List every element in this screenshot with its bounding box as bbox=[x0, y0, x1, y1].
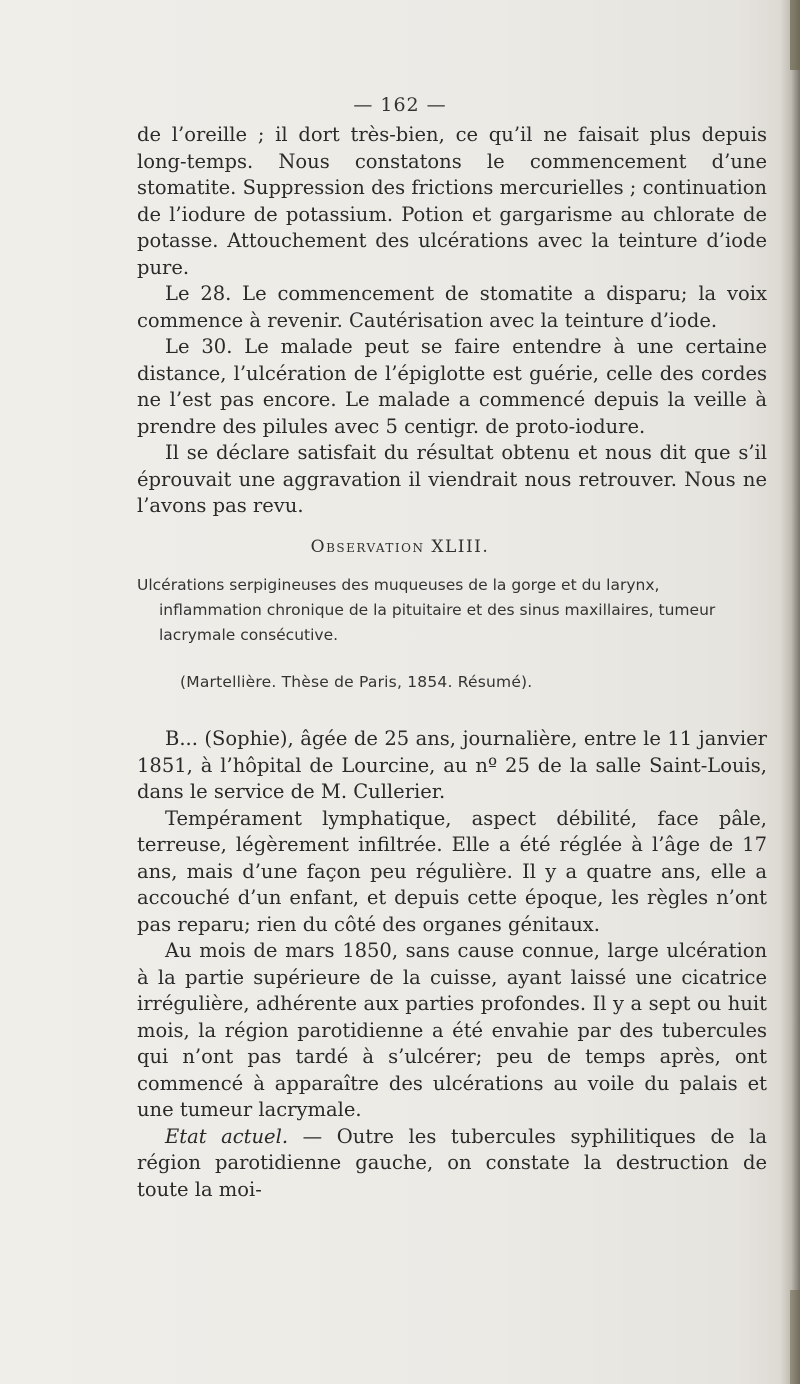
summary-text: Ulcérations serpigineuses des muqueuses de la gorge et du larynx, inflammation chronique de la pituitaire et des sinus maxillaires, tumeur lacrymale consécutive. bbox=[137, 576, 716, 644]
bibliographic-reference: (Martellière. Thèse de Paris, 1854. Résumé). bbox=[180, 673, 533, 691]
paragraph: Le 30. Le malade peut se faire entendre à une certaine distance, l’ulcération de l’épiglotte est guérie, celle des cordes ne l’est pas encore. Le malade a commencé depuis la veille à prendre des pilules avec 5 centigr. de proto-iodure. bbox=[137, 335, 767, 438]
binding-edge-mark bbox=[790, 1290, 800, 1384]
section-label: Etat actuel. bbox=[165, 1124, 289, 1148]
text-block-top bbox=[137, 122, 767, 520]
paragraph: B... (Sophie), âgée de 25 ans, journalière, entre le 11 janvier 1851, à l’hôpital de Lourcine, au nº 25 de la salle Saint-Louis, dans le service de M. Cullerier. bbox=[137, 727, 767, 803]
paragraph-etat-actuel bbox=[137, 1124, 767, 1204]
page-edge-shadow bbox=[780, 0, 800, 1384]
paragraph: Il se déclare satisfait du résultat obtenu et nous dit que s’il éprouvait une aggravation il viendrait nous retrouver. Nous ne l’avons pas revu. bbox=[137, 441, 767, 517]
text-block-bottom bbox=[137, 726, 767, 1203]
page-number: — 162 — bbox=[353, 94, 447, 116]
paragraph-text: — Outre les tubercules syphilitiques de la région parotidienne gauche, on constate la destruction de toute la moi- bbox=[137, 1124, 767, 1201]
paragraph: Le 28. Le commencement de stomatite a disparu; la voix commence à revenir. Cautérisation avec la teinture d’iode. bbox=[137, 282, 767, 332]
observation-title: Observation XLIII. bbox=[310, 537, 490, 557]
paragraph: de l’oreille ; il dort très-bien, ce qu’il ne faisait plus depuis long-temps. Nous constatons le commencement d’une stomatite. Suppression des frictions mercurielles ; continuation de l’iodure de potassium. Potion et gargarisme au chlorate de potasse. Attouchement des ulcérations avec la teinture d’iode pure. bbox=[137, 123, 767, 279]
binding-edge-mark bbox=[790, 0, 800, 70]
observation-summary bbox=[137, 573, 767, 648]
paragraph: Tempérament lymphatique, aspect débilité, face pâle, terreuse, légèrement infiltrée. Elle a été réglée à l’âge de 17 ans, mais d’une façon peu régulière. Il y a quatre ans, elle a accouché d’un enfant, et depuis cette époque, les règles n’ont pas reparu; rien du côté des organes génitaux. bbox=[137, 806, 767, 936]
paragraph: Au mois de mars 1850, sans cause connue, large ulcération à la partie supérieure de la cuisse, ayant laissé une cicatrice irrégulière, adhérente aux parties profondes. Il y a sept ou huit mois, la région parotidienne a été envahie par des tubercules qui n’ont pas tardé à s’ulcérer; peu de temps après, ont commencé à apparaître des ulcérations au voile du palais et une tumeur lacrymale. bbox=[137, 939, 767, 1121]
